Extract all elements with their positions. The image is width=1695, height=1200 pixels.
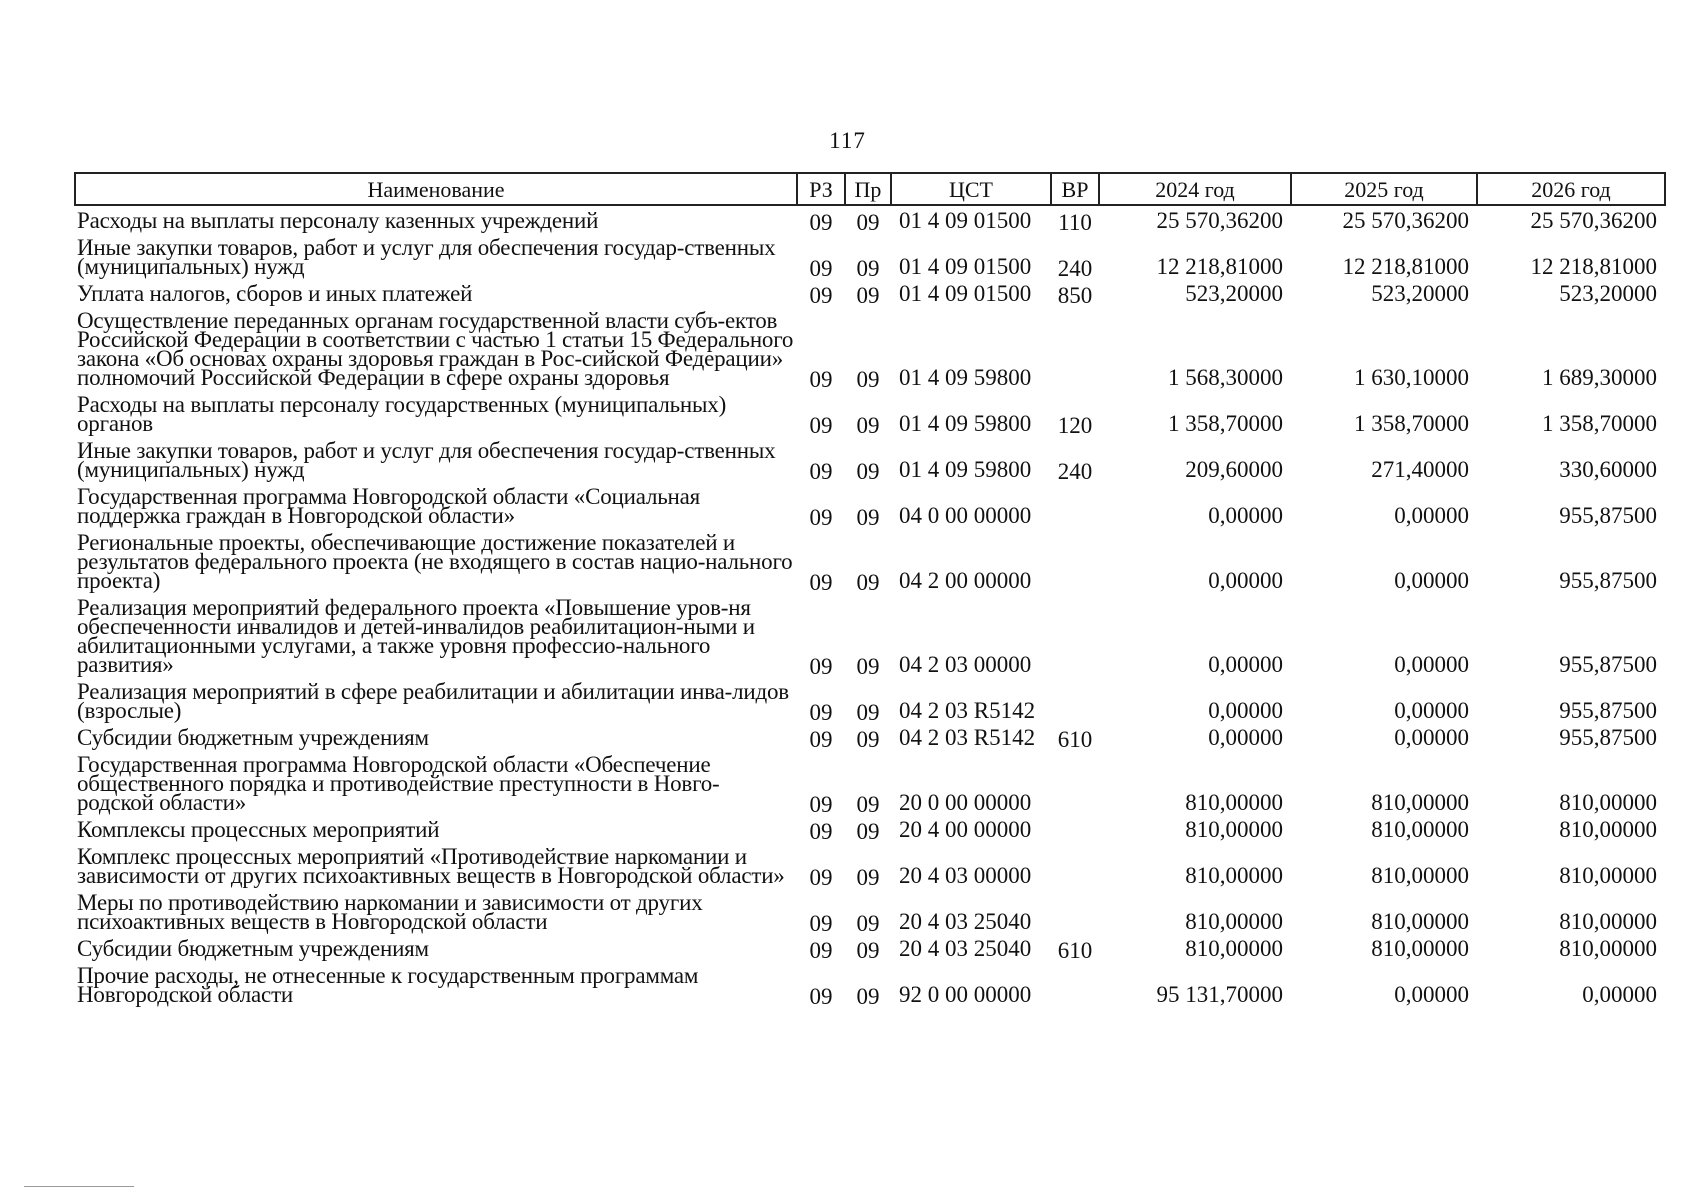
cell-vr [1051, 528, 1099, 593]
header-vr: ВР [1051, 173, 1099, 205]
cell-rz: 09 [809, 570, 833, 595]
cell-name: Реализация мероприятий в сфере реабилитации и абилитации инва-лидов (взрослые) [77, 679, 789, 723]
cell-rz: 09 [809, 819, 833, 844]
cell-2024: 1 568,30000 [1168, 365, 1283, 390]
cell-vr [1051, 482, 1099, 528]
cell-2026: 810,00000 [1559, 909, 1657, 934]
cell-rz: 09 [809, 792, 833, 817]
cell-pr: 09 [856, 984, 880, 1009]
cell-cst: 04 2 03 R5142 [899, 725, 1036, 750]
cell-2024: 0,00000 [1208, 725, 1283, 750]
table-row [75, 233, 1665, 279]
table-row [75, 750, 1665, 815]
cell-2026: 1 358,70000 [1542, 411, 1657, 436]
cell-name: Прочие расходы, не отнесенные к государственным программам Новгородской области [77, 963, 699, 1007]
cell-2026: 25 570,36200 [1530, 208, 1657, 233]
cell-2024: 810,00000 [1185, 936, 1283, 961]
cell-rz: 09 [809, 283, 833, 308]
cell-2024: 1 358,70000 [1168, 411, 1283, 436]
cell-2024: 209,60000 [1185, 457, 1283, 482]
cell-cst: 92 0 00 00000 [899, 982, 1032, 1007]
cell-2026: 330,60000 [1559, 457, 1657, 482]
table-row [75, 436, 1665, 482]
cell-2025: 810,00000 [1371, 863, 1469, 888]
cell-name: Субсидии бюджетным учреждениям [77, 936, 429, 961]
cell-cst: 20 4 00 00000 [899, 817, 1032, 842]
cell-2025: 810,00000 [1371, 936, 1469, 961]
cell-name: Уплата налогов, сборов и иных платежей [77, 281, 473, 306]
cell-vr [1051, 593, 1099, 677]
cell-2025: 0,00000 [1394, 568, 1469, 593]
cell-rz: 09 [809, 984, 833, 1009]
cell-2024: 810,00000 [1185, 790, 1283, 815]
cell-2024: 95 131,70000 [1156, 982, 1283, 1007]
header-2026: 2026 год [1477, 173, 1665, 205]
cell-pr: 09 [856, 819, 880, 844]
cell-cst: 01 4 09 01500 [899, 208, 1032, 233]
cell-2025: 271,40000 [1371, 457, 1469, 482]
cell-rz: 09 [809, 367, 833, 392]
cell-vr [1051, 842, 1099, 888]
table-row [75, 961, 1665, 1007]
cell-pr: 09 [856, 570, 880, 595]
cell-2026: 810,00000 [1559, 863, 1657, 888]
cell-2026: 955,87500 [1559, 725, 1657, 750]
table-row [75, 888, 1665, 934]
cell-name: Расходы на выплаты персоналу государственных (муниципальных) органов [77, 392, 727, 436]
cell-2025: 810,00000 [1371, 790, 1469, 815]
cell-2025: 0,00000 [1394, 652, 1469, 677]
cell-name: Комплексы процессных мероприятий [77, 817, 440, 842]
cell-2026: 810,00000 [1559, 790, 1657, 815]
cell-cst: 04 2 03 00000 [899, 652, 1032, 677]
cell-2026: 1 689,30000 [1542, 365, 1657, 390]
cell-2026: 955,87500 [1559, 698, 1657, 723]
budget-table-container [74, 172, 1664, 1007]
cell-rz: 09 [809, 727, 833, 752]
table-row [75, 723, 1665, 750]
cell-2026: 523,20000 [1559, 281, 1657, 306]
cell-rz: 09 [809, 210, 833, 235]
cell-vr: 120 [1057, 413, 1093, 438]
cell-rz: 09 [809, 938, 833, 963]
cell-rz: 09 [809, 700, 833, 725]
cell-2024: 0,00000 [1208, 503, 1283, 528]
table-row [75, 677, 1665, 723]
cell-2026: 810,00000 [1559, 936, 1657, 961]
table-header [75, 173, 1665, 205]
cell-2025: 0,00000 [1394, 698, 1469, 723]
table-row [75, 593, 1665, 677]
cell-2025: 810,00000 [1371, 817, 1469, 842]
cell-cst: 01 4 09 59800 [899, 365, 1032, 390]
cell-2026: 0,00000 [1582, 982, 1657, 1007]
table-row [75, 205, 1665, 233]
header-pr: Пр [845, 173, 891, 205]
cell-name: Региональные проекты, обеспечивающие достижение показателей и результатов федерального проекта (не входящего в состав нацио-нального проекта) [77, 530, 793, 593]
cell-name: Реализация мероприятий федерального проекта «Повышение уров-ня обеспеченности инвалидов и детей-инвалидов реабилитацион-ными и абилитационными услугами, а также уровня профессио-нального развития» [77, 595, 755, 677]
cell-name: Осуществление переданных органам государственной власти субъ-ектов Российской Федерации в соответствии с частью 1 статьи 15 Федерального закона «Об основах охраны здоровья граждан в Рос-сийской Федерации» полномочий Российской Федерации в сфере охраны здоровья [77, 308, 794, 390]
cell-2025: 0,00000 [1394, 503, 1469, 528]
cell-vr: 850 [1057, 283, 1093, 308]
cell-cst: 01 4 09 59800 [899, 411, 1032, 436]
cell-pr: 09 [856, 459, 880, 484]
cell-cst: 01 4 09 59800 [899, 457, 1032, 482]
cell-name: Меры по противодействию наркомании и зависимости от других психоактивных веществ в Новгородской области [77, 890, 703, 934]
cell-pr: 09 [856, 911, 880, 936]
cell-2024: 0,00000 [1208, 698, 1283, 723]
cell-vr [1051, 750, 1099, 815]
table-body [75, 205, 1665, 1007]
cell-2026: 955,87500 [1559, 503, 1657, 528]
cell-pr: 09 [856, 283, 880, 308]
cell-2025: 25 570,36200 [1342, 208, 1469, 233]
cell-pr: 09 [856, 413, 880, 438]
cell-rz: 09 [809, 413, 833, 438]
cell-name: Государственная программа Новгородской области «Обеспечение общественного порядка и противодействие преступности в Новго-родской области» [77, 752, 720, 815]
table-row [75, 934, 1665, 961]
cell-pr: 09 [856, 792, 880, 817]
cell-2024: 810,00000 [1185, 909, 1283, 934]
cell-vr [1051, 677, 1099, 723]
table-row [75, 306, 1665, 390]
cell-2025: 810,00000 [1371, 909, 1469, 934]
cell-pr: 09 [856, 505, 880, 530]
cell-vr: 240 [1057, 256, 1093, 281]
cell-2024: 810,00000 [1185, 817, 1283, 842]
cell-2025: 523,20000 [1371, 281, 1469, 306]
cell-pr: 09 [856, 256, 880, 281]
cell-cst: 04 2 03 R5142 [899, 698, 1036, 723]
cell-vr [1051, 961, 1099, 1007]
cell-rz: 09 [809, 911, 833, 936]
cell-2024: 523,20000 [1185, 281, 1283, 306]
cell-2024: 0,00000 [1208, 568, 1283, 593]
cell-pr: 09 [856, 865, 880, 890]
cell-pr: 09 [856, 700, 880, 725]
cell-pr: 09 [856, 938, 880, 963]
cell-pr: 09 [856, 210, 880, 235]
cell-pr: 09 [856, 727, 880, 752]
cell-2026: 810,00000 [1559, 817, 1657, 842]
header-cst: ЦСТ [891, 173, 1051, 205]
cell-name: Комплекс процессных мероприятий «Противодействие наркомании и зависимости от других психоактивных веществ в Новгородской области» [77, 844, 785, 888]
header-rz: РЗ [797, 173, 845, 205]
cell-cst: 04 2 00 00000 [899, 568, 1032, 593]
table-row [75, 842, 1665, 888]
cell-vr [1051, 306, 1099, 390]
table-row [75, 390, 1665, 436]
budget-table [74, 172, 1666, 1007]
cell-pr: 09 [856, 654, 880, 679]
cell-2025: 1 630,10000 [1354, 365, 1469, 390]
cell-2025: 12 218,81000 [1342, 254, 1469, 279]
cell-cst: 01 4 09 01500 [899, 254, 1032, 279]
cell-name: Государственная программа Новгородской области «Социальная поддержка граждан в Новгородской области» [77, 484, 701, 528]
cell-rz: 09 [809, 459, 833, 484]
cell-cst: 04 0 00 00000 [899, 503, 1032, 528]
cell-cst: 20 4 03 25040 [899, 909, 1032, 934]
cell-rz: 09 [809, 256, 833, 281]
cell-2024: 810,00000 [1185, 863, 1283, 888]
cell-vr [1051, 815, 1099, 842]
footer-rule [24, 1186, 134, 1187]
cell-2025: 0,00000 [1394, 725, 1469, 750]
table-row [75, 815, 1665, 842]
cell-cst: 20 4 03 25040 [899, 936, 1032, 961]
cell-2024: 0,00000 [1208, 652, 1283, 677]
header-2024: 2024 год [1099, 173, 1291, 205]
cell-rz: 09 [809, 865, 833, 890]
page-number: 117 [829, 128, 866, 153]
table-row [75, 482, 1665, 528]
cell-2026: 955,87500 [1559, 652, 1657, 677]
cell-2024: 12 218,81000 [1156, 254, 1283, 279]
cell-vr [1051, 888, 1099, 934]
cell-cst: 01 4 09 01500 [899, 281, 1032, 306]
table-row [75, 279, 1665, 306]
cell-2025: 0,00000 [1394, 982, 1469, 1007]
header-name: Наименование [75, 173, 797, 205]
cell-name: Расходы на выплаты персоналу казенных учреждений [77, 208, 599, 233]
cell-pr: 09 [856, 367, 880, 392]
cell-name: Иные закупки товаров, работ и услуг для обеспечения государ-ственных (муниципальных) нужд [77, 235, 776, 279]
cell-vr: 240 [1057, 459, 1093, 484]
cell-cst: 20 4 03 00000 [899, 863, 1032, 888]
cell-rz: 09 [809, 505, 833, 530]
cell-cst: 20 0 00 00000 [899, 790, 1032, 815]
cell-vr: 610 [1057, 938, 1093, 963]
cell-2025: 1 358,70000 [1354, 411, 1469, 436]
cell-2026: 955,87500 [1559, 568, 1657, 593]
cell-2026: 12 218,81000 [1530, 254, 1657, 279]
cell-2024: 25 570,36200 [1156, 208, 1283, 233]
cell-name: Субсидии бюджетным учреждениям [77, 725, 429, 750]
cell-vr: 610 [1057, 727, 1093, 752]
header-row [75, 173, 1665, 205]
cell-vr: 110 [1058, 210, 1092, 235]
cell-rz: 09 [809, 654, 833, 679]
header-2025: 2025 год [1291, 173, 1477, 205]
cell-name: Иные закупки товаров, работ и услуг для обеспечения государ-ственных (муниципальных) нужд [77, 438, 776, 482]
table-row [75, 528, 1665, 593]
